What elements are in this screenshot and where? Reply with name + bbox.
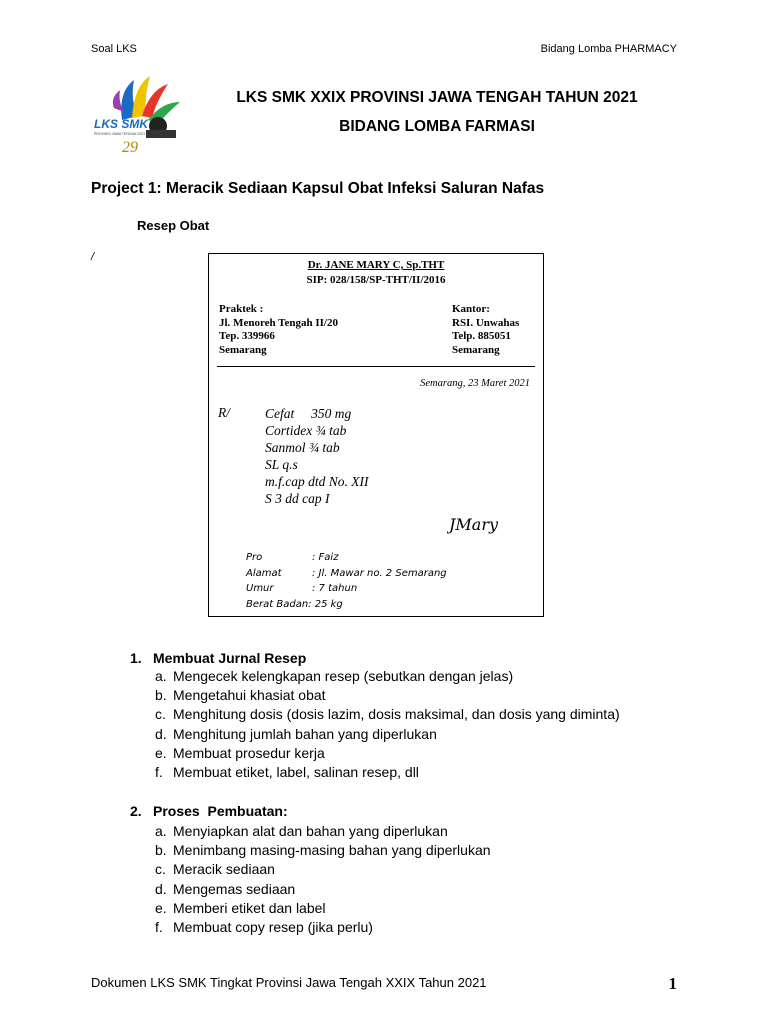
doctor-sip: SIP: 028/158/SP-THT/II/2016 (306, 274, 446, 286)
item-letter: e. (155, 899, 167, 916)
item-letter: d. (155, 725, 167, 742)
doctor-name: Dr. JANE MARY C, Sp.THT (307, 259, 445, 271)
item-text: Menghitung jumlah bahan yang diperlukan (173, 725, 437, 742)
rx-line: SL q.s (265, 457, 298, 472)
list-item (155, 918, 491, 937)
logo-subtext: PROVINSI JAWA TENGAH 2021 (94, 132, 146, 136)
patient-row (246, 550, 447, 566)
item-letter: e. (155, 744, 167, 761)
item-letter: c. (155, 861, 166, 878)
patient-value: : 7 tahun (312, 583, 358, 594)
section-title (130, 803, 288, 819)
list-item (155, 841, 491, 860)
rx-line: S 3 dd cap I (265, 491, 330, 506)
kantor-line: Telp. 885051 (452, 330, 511, 342)
list-item (155, 705, 620, 724)
list-item (155, 667, 620, 686)
list-item (155, 860, 491, 879)
prescription-date: Semarang, 23 Maret 2021 (420, 378, 530, 389)
patient-label: Alamat (246, 567, 282, 579)
item-text: Membuat etiket, label, salinan resep, dll (173, 764, 419, 781)
patient-label: Pro (246, 552, 263, 563)
rx-line: Cefat 350 mg (265, 406, 352, 421)
list-item (155, 725, 620, 744)
praktek-line: Tep. 339966 (219, 330, 275, 342)
patient-row (246, 597, 447, 613)
section-list (155, 822, 491, 937)
item-text: Menyiapkan alat dan bahan yang diperlukan (173, 823, 448, 839)
section-title (130, 650, 306, 666)
logo-text: LKS SMK (94, 117, 148, 131)
item-text: Meracik sediaan (173, 861, 275, 878)
list-item (155, 880, 491, 899)
list-item (155, 744, 620, 763)
patient-label: Berat Badan (246, 598, 309, 610)
patient-value: : Faiz (312, 552, 339, 563)
logo-number: 29 (122, 139, 138, 156)
header-left: Soal LKS (91, 43, 137, 55)
list-item (155, 763, 620, 782)
rx-line: Sanmol ¾ tab (265, 440, 340, 455)
section-list (155, 667, 620, 782)
header-right: Bidang Lomba PHARMACY (540, 43, 677, 55)
kantor-line: Kantor: (452, 303, 490, 315)
resep-label: Resep Obat (137, 218, 210, 233)
rx-lines (265, 405, 369, 507)
rx-line: m.f.cap dtd No. XII (265, 474, 369, 489)
kantor-line: RSI. Unwahas (452, 316, 520, 329)
item-text: Memberi etiket dan label (173, 899, 326, 916)
item-letter: b. (155, 687, 167, 704)
stray-mark: / (91, 251, 95, 263)
item-text: Membuat copy resep (jika perlu) (173, 919, 373, 936)
page-number: 1 (668, 974, 677, 993)
patient-row (246, 581, 447, 597)
section-title-text: Membuat Jurnal Resep (153, 650, 307, 666)
patient-row (246, 566, 447, 582)
section-title-text: Proses Pembuatan: (153, 803, 288, 819)
doc-title: LKS SMK XXIX PROVINSI JAWA TENGAH TAHUN 2021 (236, 89, 638, 106)
list-item (155, 899, 491, 918)
patient-info (246, 550, 447, 612)
patient-value: : 25 kg (308, 598, 343, 610)
lks-logo (90, 72, 190, 156)
item-text: Membuat prosedur kerja (173, 744, 325, 761)
rx-symbol: R/ (218, 405, 230, 420)
item-text: Mengecek kelengkapan resep (sebutkan dengan jelas) (173, 668, 514, 684)
section-number: 1. (130, 650, 142, 666)
praktek-line: Jl. Menoreh Tengah II/20 (219, 316, 338, 329)
footer-text: Dokumen LKS SMK Tingkat Provinsi Jawa Tengah XXIX Tahun 2021 (91, 975, 487, 990)
doctor-signature (447, 510, 537, 536)
divider (217, 366, 535, 367)
kantor-line: Semarang (452, 343, 500, 356)
item-text: Mengetahui khasiat obat (173, 687, 326, 704)
item-letter: f. (155, 764, 163, 781)
item-text: Menghitung dosis (dosis lazim, dosis maksimal, dan dosis yang diminta) (173, 706, 620, 723)
item-letter: a. (155, 823, 167, 839)
praktek-line: Semarang (219, 343, 267, 356)
patient-value: : Jl. Mawar no. 2 Semarang (312, 567, 447, 579)
kantor-info (452, 303, 519, 357)
item-text: Mengemas sediaan (173, 880, 296, 897)
praktek-info (219, 303, 338, 357)
project-title: Project 1: Meracik Sediaan Kapsul Obat Infeksi Saluran Nafas (91, 180, 545, 197)
item-letter: d. (155, 880, 167, 897)
rx-line: Cortidex ¾ tab (265, 423, 347, 438)
signature-text: JMary (449, 515, 499, 534)
praktek-line: Praktek : (219, 303, 264, 315)
patient-label: Umur (246, 583, 274, 594)
prescription-box (208, 253, 544, 617)
list-item (155, 822, 491, 841)
item-letter: f. (155, 919, 163, 936)
list-item (155, 686, 620, 705)
item-letter: b. (155, 842, 167, 859)
item-letter: c. (155, 706, 166, 723)
item-letter: a. (155, 668, 167, 684)
item-text: Menimbang masing-masing bahan yang diperlukan (173, 842, 491, 859)
section-number: 2. (130, 803, 142, 819)
doc-subtitle: BIDANG LOMBA FARMASI (339, 118, 535, 135)
